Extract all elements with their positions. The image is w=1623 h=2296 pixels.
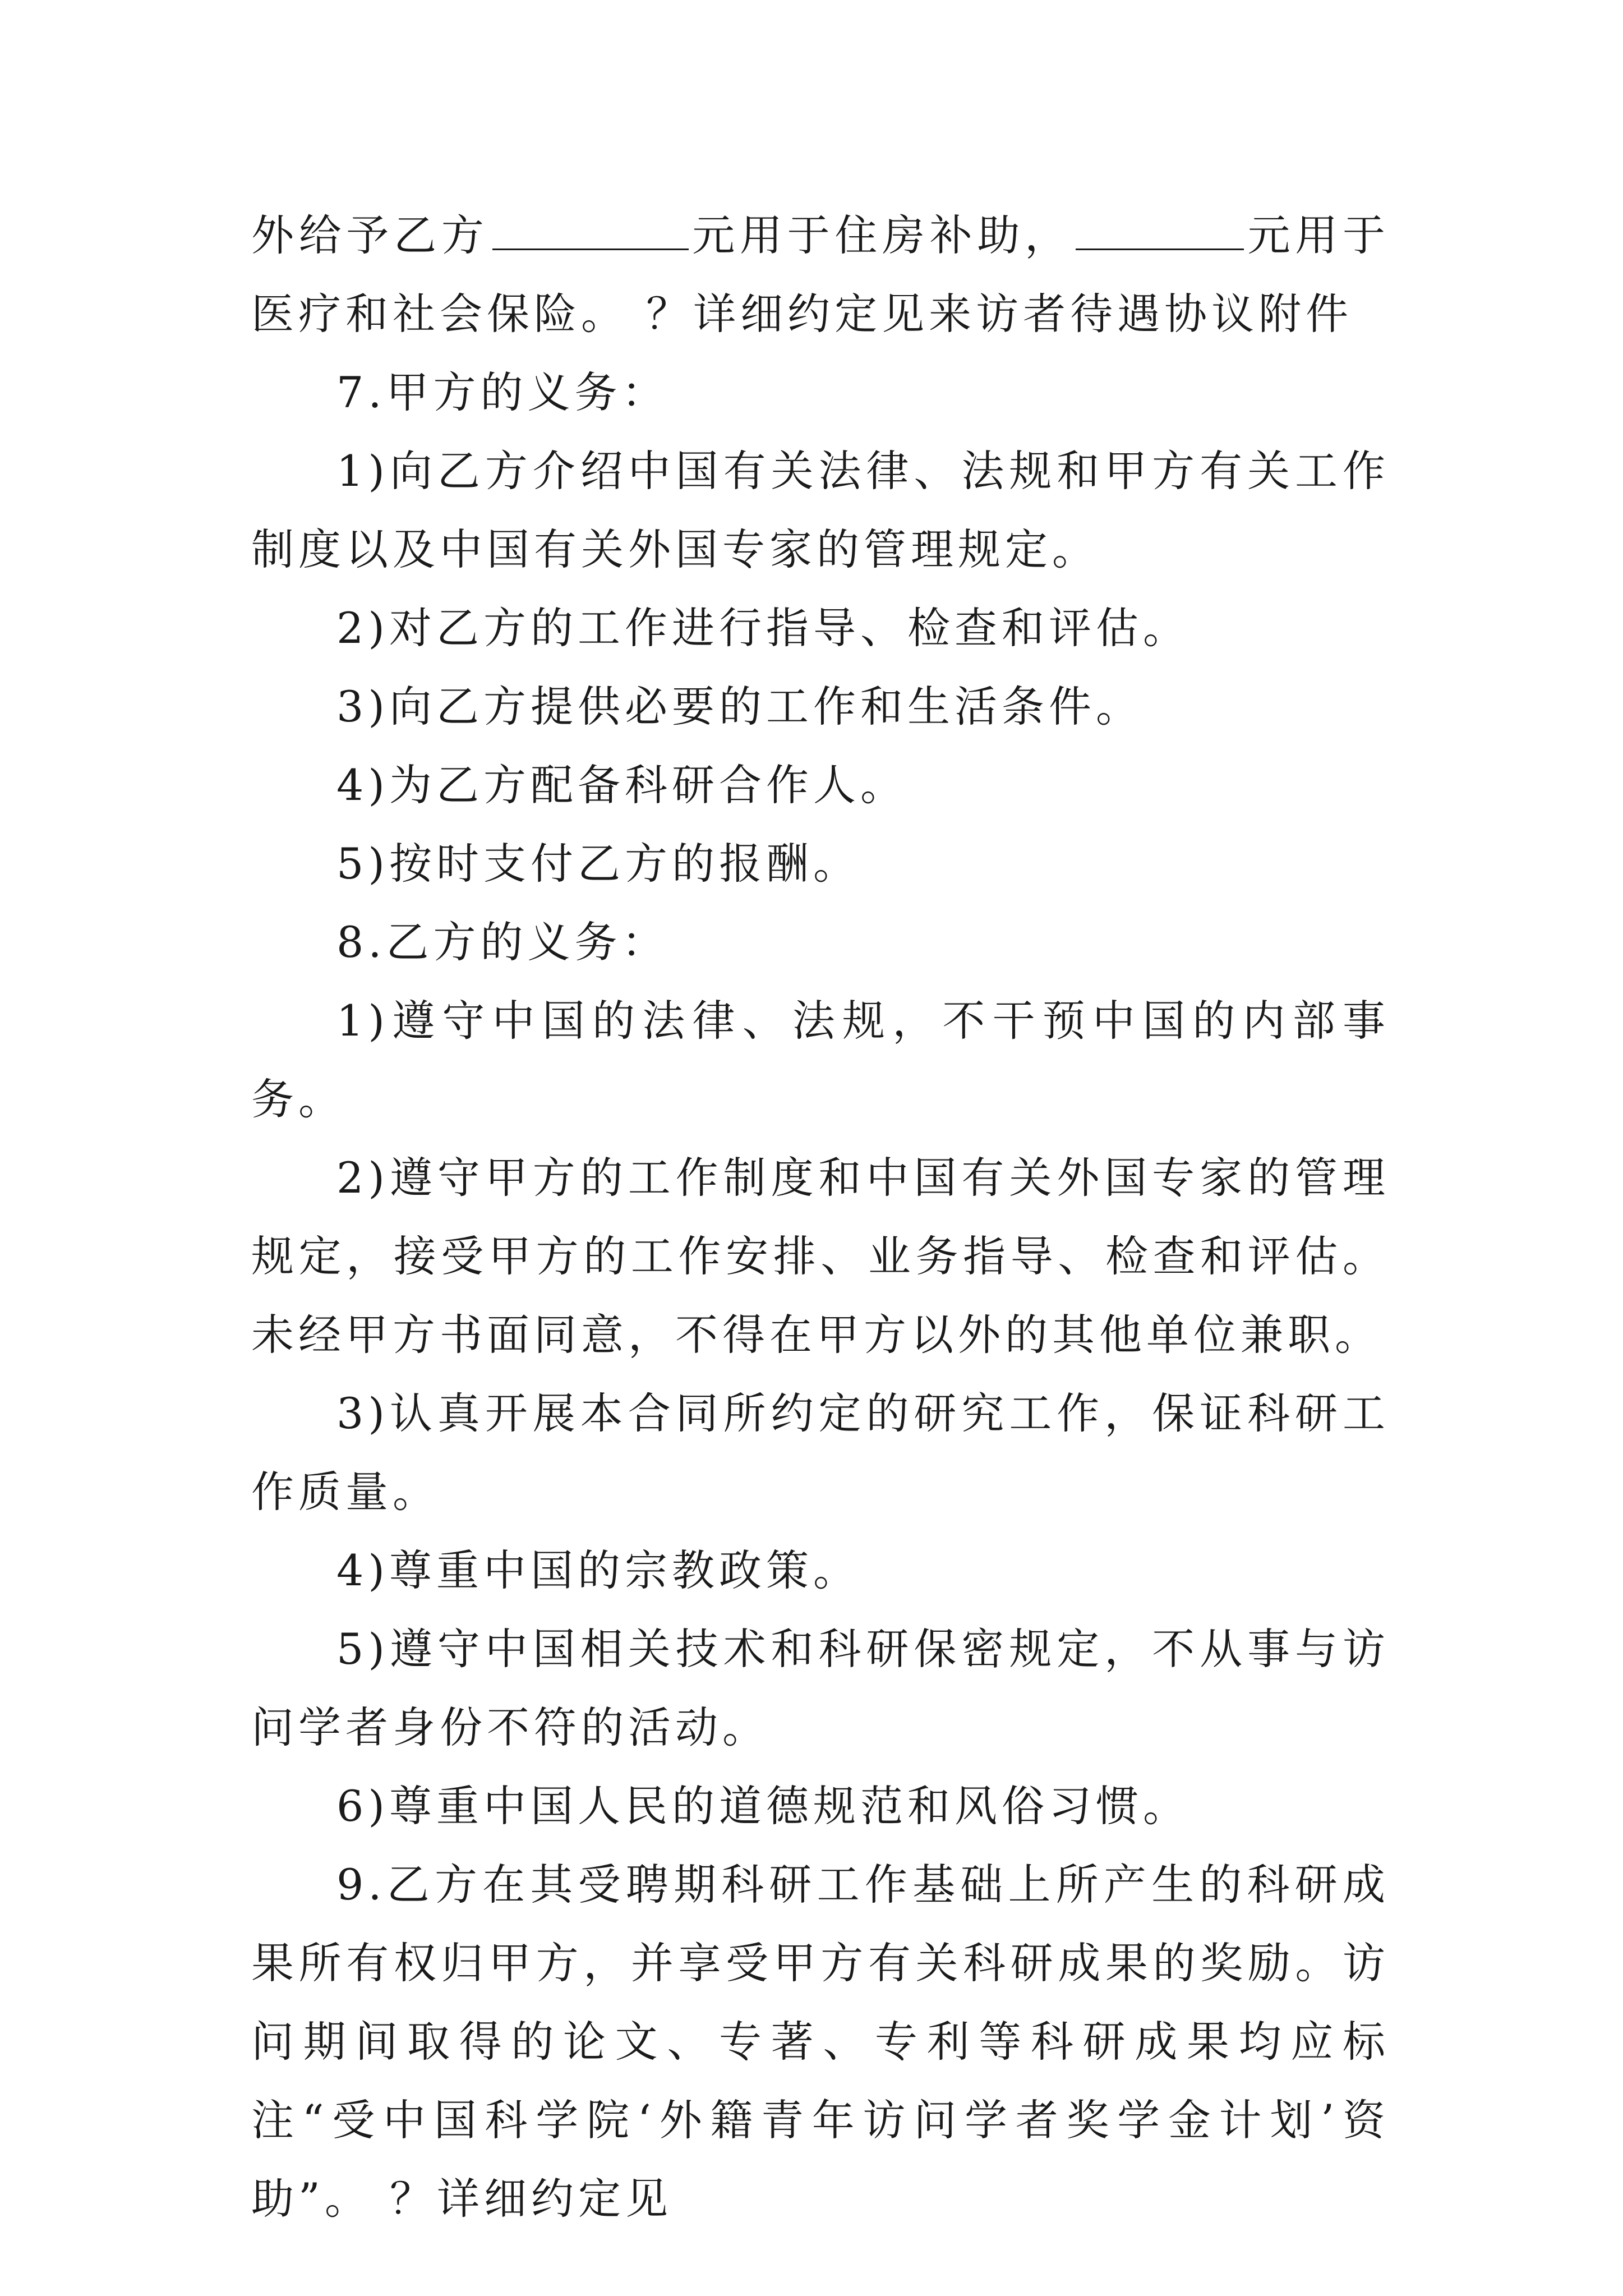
contract-body	[251, 196, 1390, 2238]
clause-8-item-5: 5)遵守中国相关技术和科研保密规定，不从事与访问学者身份不符的活动。	[251, 1624, 1390, 1752]
housing-amount-blank	[492, 209, 689, 250]
allowance-text-end: 元用于医疗和社会保险。 ？详细约定见来访者待遇协议附件	[251, 210, 1390, 339]
allowance-text-middle: 元用于住房补助，	[691, 210, 1072, 260]
clause-7-item-5: 5)按时支付乙方的报酬。	[336, 839, 861, 889]
paragraph-housing-medical-allowance	[251, 196, 1390, 353]
clause-7-item-3: 3)向乙方提供必要的工作和生活条件。	[336, 682, 1144, 731]
medical-amount-blank	[1076, 209, 1244, 250]
clause-8-item-3: 3)认真开展本合同所约定的研究工作，保证科研工作质量。	[251, 1388, 1390, 1517]
clause-7-item-2: 2)对乙方的工作进行指导、检查和评估。	[336, 603, 1191, 653]
clause-9: 9.乙方在其受聘期科研工作基础上所产生的科研成果所有权归甲方，并享受甲方有关科研成果的奖励。访问期间取得的论文、专著、专利等科研成果均应标注“受中国科学院‘外籍青年访问学者奖学金计划’资助”。 ？详细约定见	[251, 1860, 1390, 2224]
clause-7-heading: 7.甲方的义务：	[336, 367, 669, 417]
clause-8-item-4: 4)尊重中国的宗教政策。	[336, 1545, 861, 1595]
allowance-text-start: 外给予乙方	[251, 210, 489, 260]
clause-7-item-1: 1)向乙方介绍中国有关法律、法规和甲方有关工作制度以及中国有关外国专家的管理规定。	[251, 446, 1390, 574]
clause-8-item-2: 2)遵守甲方的工作制度和中国有关外国专家的管理规定，接受甲方的工作安排、业务指导、检查和评估。未经甲方书面同意，不得在甲方以外的其他单位兼职。	[251, 1153, 1390, 1360]
clause-8-item-6: 6)尊重中国人民的道德规范和风俗习惯。	[336, 1781, 1191, 1831]
clause-8-item-1: 1)遵守中国的法律、法规，不干预中国的内部事务。	[251, 996, 1390, 1124]
clause-7-item-4: 4)为乙方配备科研合作人。	[336, 760, 908, 810]
clause-8-heading: 8.乙方的义务：	[336, 917, 669, 967]
